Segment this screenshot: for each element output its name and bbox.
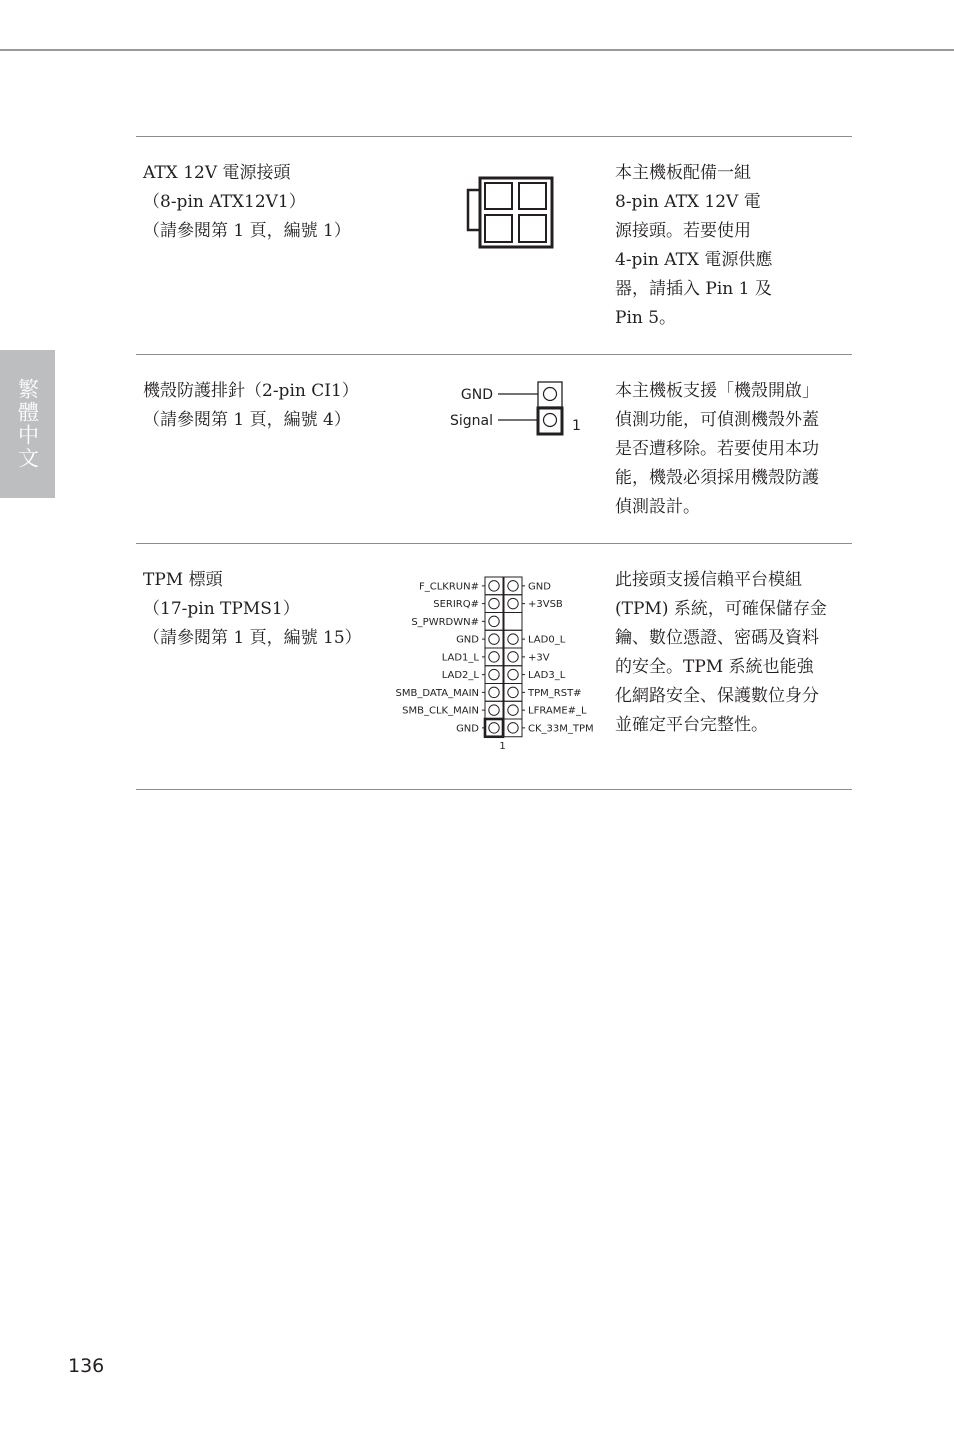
- tpm-pin: [489, 598, 499, 608]
- header-name-line: （請參閱第 1 頁，編號 1）: [143, 221, 351, 241]
- desc-line: Pin 5。: [615, 308, 677, 328]
- tpm-pin-cell: [504, 595, 522, 613]
- tpm-pin: [508, 652, 518, 662]
- tpm-pin-cell: [485, 613, 503, 631]
- tpm-pin-cell: [504, 684, 522, 702]
- header-name-line: （17-pin TPMS1）: [143, 599, 300, 619]
- section-divider: [136, 543, 852, 544]
- tpm-pin: [508, 687, 518, 697]
- tpm-left-pin-label: SMB_CLK_MAIN: [402, 705, 479, 717]
- desc-line: 8-pin ATX 12V 電: [615, 192, 761, 212]
- section-divider: [136, 354, 852, 355]
- atx12v-connector-diagram: [465, 176, 557, 250]
- tpm-description: [615, 566, 851, 740]
- chassis-intrusion-header-name: [143, 377, 388, 435]
- tpm-pin-cell: [504, 648, 522, 666]
- header-name-line: （8-pin ATX12V1）: [143, 192, 306, 212]
- header-name-line: TPM 標頭: [143, 570, 223, 590]
- tpm-pin-cell: [485, 577, 503, 595]
- pin-one-marker: 1: [499, 740, 506, 752]
- tpm-header-name: [143, 566, 388, 653]
- section-divider: [136, 789, 852, 790]
- tpm-pin: [489, 652, 499, 662]
- desc-line: 4-pin ATX 電源供應: [615, 250, 773, 270]
- desc-line: (TPM) 系統，可確保儲存金: [615, 599, 827, 619]
- language-label: 繁體中文: [15, 378, 40, 470]
- atx12v-header-name: [143, 159, 388, 246]
- tpm-pin: [508, 581, 518, 591]
- tpm-pin: [489, 723, 499, 733]
- tpm-pin: [489, 669, 499, 679]
- tpm-left-pin-label: LAD1_L: [441, 652, 479, 664]
- desc-line: 的安全。TPM 系統也能強: [615, 657, 814, 677]
- tpm-pin: [508, 634, 518, 644]
- header-name-line: （請參閱第 1 頁，編號 4）: [143, 410, 351, 430]
- tpm-right-pin-label: LAD0_L: [528, 634, 566, 646]
- tpm-pin: [508, 705, 518, 715]
- tpm-left-pin-label: GND: [456, 634, 479, 646]
- chassis-intrusion-pin-diagram: [440, 378, 590, 440]
- tpm-pin: [489, 616, 499, 626]
- tpm-pin-cell: [504, 666, 522, 684]
- chassis-intrusion-description: [615, 377, 851, 522]
- pin-one-marker: 1: [572, 418, 581, 434]
- tpm-left-pin-label: S_PWRDWN#: [411, 616, 479, 628]
- tpm-pin: [508, 598, 518, 608]
- tpm-right-pin-label: GND: [528, 581, 551, 593]
- pin-label-signal: Signal: [449, 413, 493, 429]
- desc-line: 源接頭。若要使用: [615, 221, 751, 241]
- language-side-tab: [0, 350, 55, 498]
- tpm-left-pin-label: LAD2_L: [441, 670, 479, 682]
- desc-line: 化網路安全、保護數位身分: [615, 686, 819, 706]
- tpm-pin-cell: [485, 684, 503, 702]
- tpm-pin-cell: [485, 630, 503, 648]
- tpm-pin: [508, 723, 518, 733]
- tpm-pin: [489, 687, 499, 697]
- pin-label-gnd: GND: [460, 387, 493, 403]
- tpm-pin-cell: [504, 701, 522, 719]
- tpm-pin: [508, 669, 518, 679]
- tpm-right-pin-label: +3V: [528, 652, 550, 664]
- tpm-left-pin-label: SMB_DATA_MAIN: [395, 687, 479, 699]
- header-name-line: 機殼防護排針（2-pin CI1）: [143, 381, 359, 401]
- desc-line: 偵測功能，可偵測機殼外蓋: [615, 410, 819, 430]
- desc-line: 是否遭移除。若要使用本功: [615, 439, 819, 459]
- desc-line: 此接頭支援信賴平台模組: [615, 570, 802, 590]
- tpm-pin-cell: [504, 630, 522, 648]
- section-divider: [136, 136, 852, 137]
- tpm-pin: [489, 634, 499, 644]
- desc-line: 能，機殼必須採用機殼防護: [615, 468, 819, 488]
- desc-line: 本主機板配備一組: [615, 163, 751, 183]
- atx12v-description: [615, 159, 851, 333]
- tpm-pin-cell: [485, 648, 503, 666]
- header-name-line: （請參閱第 1 頁，編號 15）: [143, 628, 362, 648]
- tpm-pin-cell: [485, 595, 503, 613]
- tpm-right-pin-label: TPM_RST#: [528, 687, 582, 699]
- tpm-right-pin-label: LAD3_L: [528, 670, 566, 682]
- tpm-right-pin-label: CK_33M_TPM: [528, 723, 594, 735]
- tpm-pin-diagram: [380, 570, 612, 760]
- tpm-left-pin-label: GND: [456, 723, 479, 735]
- tpm-right-pin-label: +3VSB: [528, 599, 563, 611]
- tpm-pin-cell: [485, 701, 503, 719]
- page-number: 136: [68, 1355, 105, 1377]
- tpm-pin: [489, 581, 499, 591]
- desc-line: 本主機板支援「機殼開啟」: [615, 381, 819, 401]
- desc-line: 器，請插入 Pin 1 及: [615, 279, 772, 299]
- desc-line: 偵測設計。: [615, 497, 700, 517]
- tpm-left-pin-label: SERIRQ#: [433, 599, 479, 611]
- desc-line: 鑰、數位憑證、密碼及資料: [615, 628, 819, 648]
- tpm-pin-cell: [504, 577, 522, 595]
- tpm-pin-cell: [504, 719, 522, 737]
- tpm-pin-cell: [485, 666, 503, 684]
- header-name-line: ATX 12V 電源接頭: [143, 163, 291, 183]
- tpm-pin-cell: [485, 719, 503, 737]
- tpm-right-pin-label: LFRAME#_L: [528, 705, 587, 717]
- desc-line: 並確定平台完整性。: [615, 715, 768, 735]
- tpm-pin-cell: [504, 613, 522, 631]
- top-rule: [0, 49, 954, 51]
- tpm-left-pin-label: F_CLKRUN#: [419, 581, 479, 593]
- tpm-pin: [489, 705, 499, 715]
